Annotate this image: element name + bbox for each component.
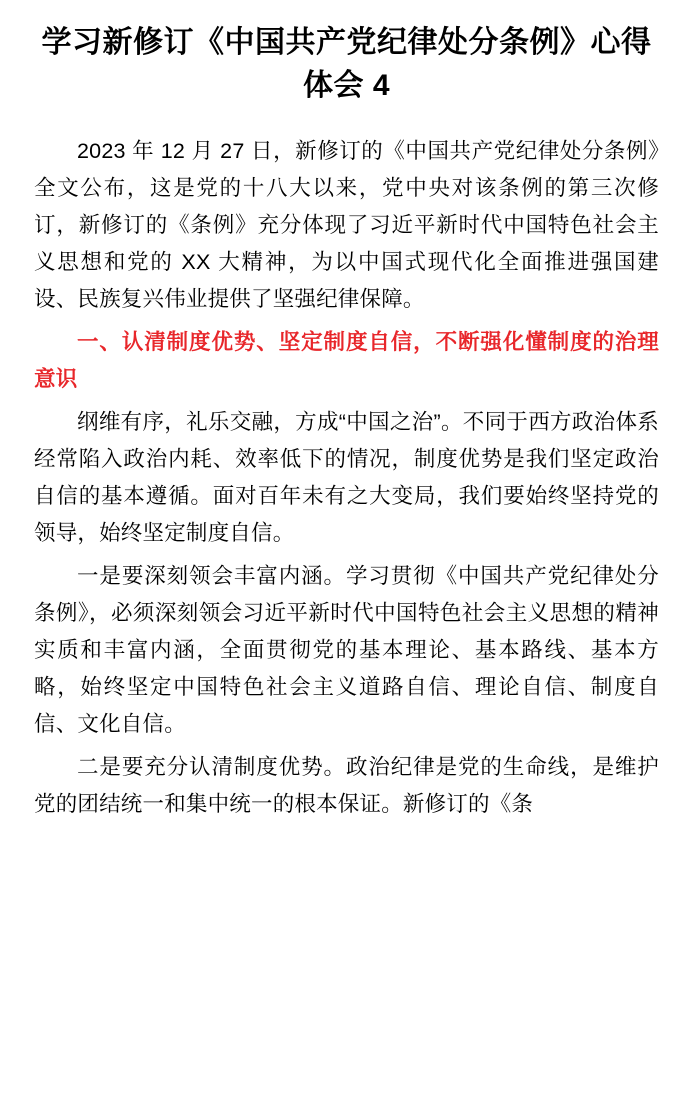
section-heading-one: 一、认清制度优势、坚定制度自信，不断强化懂制度的治理意识 xyxy=(34,330,659,391)
paragraph-body-2: 一是要深刻领会丰富内涵。学习贯彻《中国共产党纪律处分条例》，必须深刻领会习近平新时代中国特色社会主义思想的精神实质和丰富内涵，全面贯彻党的基本理论、基本路线、基本方略，始终坚定中国特色社会主义道路自信、理论自信、制度自信、文化自信。 xyxy=(34,563,659,736)
paragraph-body-1: 纲维有序，礼乐交融，方成“中国之治”。不同于西方政治体系经常陷入政治内耗、效率低下的情况，制度优势是我们坚定政治自信的基本遵循。面对百年未有之大变局，我们要始终坚持党的领导，始终坚定制度自信。 xyxy=(34,409,659,545)
paragraph-body-3: 二是要充分认清制度优势。政治纪律是党的生命线，是维护党的团结统一和集中统一的根本保证。新修订的《条 xyxy=(34,754,659,816)
page-title: 学习新修订《中国共产党纪律处分条例》心得体会 4 xyxy=(41,26,652,102)
paragraph-intro: 2023 年 12 月 27 日，新修订的《中国共产党纪律处分条例》全文公布，这是党的十八大以来，党中央对该条例的第三次修订，新修订的《条例》充分体现了习近平新时代中国特色社会主义思想和党的 XX 大精神，为以中国式现代化全面推进强国建设、民族复兴伟业提供了坚强纪律保障。 xyxy=(34,139,659,312)
